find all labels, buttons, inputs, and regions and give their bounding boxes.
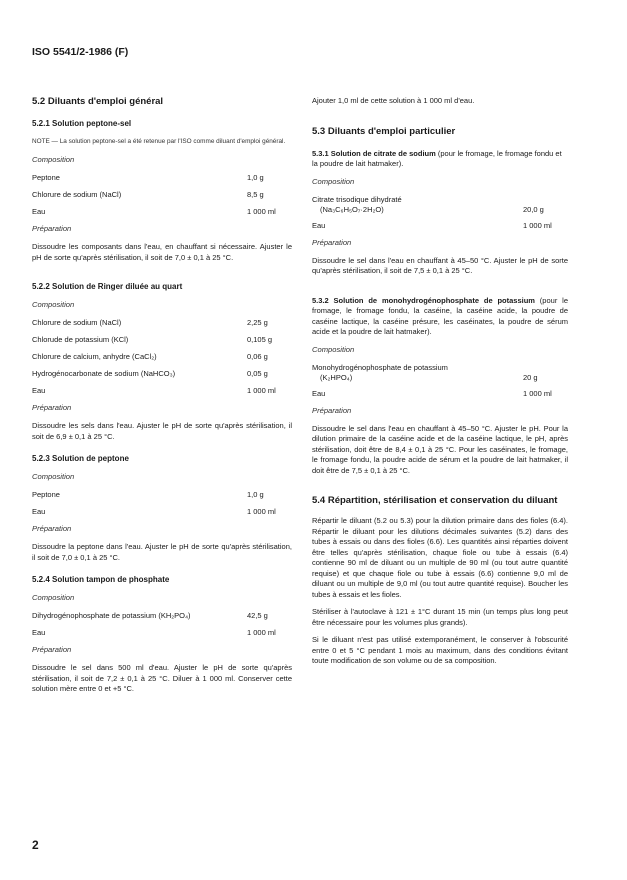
ingredient-name: Dihydrogénophosphate de potassium (KH₂PO₄)	[32, 611, 191, 620]
paragraph: Si le diluant n'est pas utilisé extemporanément, le conserver à l'obscurité entre 0 et 5 °C pendant 1 mois au maximum, dans des conditions évitant toute modification de son volume ou de sa composition.	[312, 635, 568, 665]
preparation-text: Dissoudre le sel dans l'eau en chauffant à 45–50 °C. Ajuster le pH de sorte qu'après stérilisation, il soit de 7,5 ± 0,1 à 25 °C.	[312, 255, 568, 275]
ingredient-formula: (Na₃C₆H₅O₇·2H₂O)	[320, 204, 384, 214]
composition-label: Composition	[32, 472, 75, 481]
paragraph: Stériliser à l'autoclave à 121 ± 1°C durant 15 min (un temps plus long peut être nécessaire pour les volumes plus grands).	[312, 607, 568, 627]
ingredient-name	[312, 195, 523, 215]
composition-row	[312, 221, 568, 231]
ingredient-value: 1,0 g	[247, 490, 264, 499]
section-5-3-2-title: 5.3.2 Solution de monohydrogénophosphate de potassium	[312, 295, 535, 305]
composition-row	[32, 335, 292, 345]
ingredient-value: 1 000 ml	[247, 386, 276, 395]
ingredient-name-line: Citrate trisodique dihydraté	[312, 194, 402, 204]
composition-row	[32, 173, 292, 183]
ingredient-value: 0,105 g	[247, 335, 273, 344]
ingredient-name: Chlorude de potassium (KCl)	[32, 335, 129, 344]
composition-row	[32, 507, 292, 517]
ingredient-name: Eau	[32, 507, 46, 516]
continuation-text: Ajouter 1,0 ml de cette solution à 1 000 ml d'eau.	[312, 96, 475, 105]
ingredient-name: Peptone	[32, 490, 60, 499]
preparation-text: Dissoudre le sel dans l'eau en chauffant à 45–50 °C. Ajuster le pH. Pour la dilution primaire de la caséine acide et de la caséine lactique, le pH, après stérilisation, doit être de 8,4 ± 0,1 à 25 °C. Pour les caséinates, le fromage, le fromage fondu, la poudre acide de sérum et la poudre de lait hatmaker, il doit être de 7,5 ± 0,1 à 25 °C.	[312, 423, 568, 475]
ingredient-name	[312, 363, 523, 383]
composition-label: Composition	[32, 300, 75, 309]
composition-label: Composition	[32, 593, 75, 602]
ingredient-value: 42,5 g	[247, 611, 268, 620]
ingredient-value: 2,25 g	[247, 318, 268, 327]
ingredient-name: Eau	[32, 207, 46, 216]
section-5-2-title: 5.2 Diluants d'emploi général	[32, 96, 164, 107]
composition-label: Composition	[312, 344, 355, 354]
document-header: ISO 5541/2-1986 (F)	[32, 46, 129, 58]
ingredient-value: 0,05 g	[247, 369, 268, 378]
composition-row	[32, 386, 292, 396]
ingredient-name: Chlorure de sodium (NaCl)	[32, 318, 122, 327]
ingredient-value: 8,5 g	[247, 190, 264, 199]
composition-row	[312, 389, 568, 399]
preparation-text: Dissoudre les composants dans l'eau, en chauffant si nécessaire. Ajuster le pH de sorte qu'après stérilisation, il soit de 7,0 ± 0,1 à 25 °C.	[32, 242, 292, 262]
section-5-3-2-heading	[312, 296, 568, 338]
ingredient-name: Eau	[32, 628, 46, 637]
preparation-label: Préparation	[32, 224, 72, 233]
preparation-label: Préparation	[312, 405, 352, 415]
ingredient-value: 1 000 ml	[523, 388, 552, 398]
ingredient-value: 1 000 ml	[523, 220, 552, 230]
preparation-label: Préparation	[312, 237, 352, 247]
composition-row	[32, 369, 292, 379]
right-column	[312, 96, 568, 667]
ingredient-value: 20,0 g	[523, 204, 544, 214]
section-5-3-1-title: 5.3.1 Solution de citrate de sodium	[312, 148, 436, 158]
section-5-3-1-scope: (pour le fromage, le fromage fondu et la poudre de lait hatmaker).	[312, 148, 562, 168]
ingredient-value: 20 g	[523, 372, 538, 382]
ingredient-name: Eau	[32, 386, 46, 395]
ingredient-value: 1 000 ml	[247, 507, 276, 516]
preparation-label: Préparation	[32, 645, 72, 654]
ingredient-value: 0,06 g	[247, 352, 268, 361]
page-number: 2	[32, 838, 39, 852]
preparation-text: Dissoudre le sel dans 500 ml d'eau. Ajuster le pH de sorte qu'après stérilisation, il soit de 7,2 ± 0,1 à 25 °C. Diluer à 1 000 ml. Conserver cette solution mère entre 0 et +5 °C.	[32, 663, 292, 693]
preparation-label: Préparation	[32, 403, 72, 412]
ingredient-value: 1 000 ml	[247, 628, 276, 637]
left-column	[32, 96, 292, 695]
section-5-3-1-heading	[312, 149, 568, 170]
paragraph: Répartir le diluant (5.2 ou 5.3) pour la dilution primaire dans des fioles (6.4). Répartir le diluant pour les dilutions décimales suivantes (5.2) dans des tubes à essais ou dans des fioles (6.6). Les quantités ainsi réparties doivent être telles qu'après stérilisation, chaque fiole ou tube à essais (6.4) contienne 90 ml de diluant ou un multiple de 90 ml (ou tout autre quantité requise) et que chaque fiole ou tube à essais (6.6) contienne 9,0 ml de diluant ou un multiple de 9,0 ml (ou tout autre quantité requise). Boucher les tubes à essais et les fioles.	[312, 516, 568, 599]
ingredient-name-line: Monohydrogénophosphate de potassium	[312, 362, 448, 372]
section-5-2-4-title: 5.2.4 Solution tampon de phosphate	[32, 575, 170, 584]
composition-row	[32, 628, 292, 638]
section-5-3-title: 5.3 Diluants d'emploi particulier	[312, 125, 456, 137]
composition-row	[32, 318, 292, 328]
composition-row	[32, 352, 292, 362]
composition-label: Composition	[312, 176, 355, 186]
composition-row	[32, 207, 292, 217]
composition-row	[32, 190, 292, 200]
ingredient-value: 1 000 ml	[247, 207, 276, 216]
preparation-text: Dissoudre les sels dans l'eau. Ajuster le pH de sorte qu'après stérilisation, il soit de 6,9 ± 0,1 à 25 °C.	[32, 421, 292, 441]
ingredient-name: Eau	[312, 388, 326, 398]
note: NOTE — La solution peptone-sel a été retenue par l'ISO comme diluant d'emploi général.	[32, 138, 286, 145]
composition-row	[32, 611, 292, 621]
ingredient-name: Eau	[312, 220, 326, 230]
ingredient-value: 1,0 g	[247, 173, 264, 182]
ingredient-name: Chlorure de sodium (NaCl)	[32, 190, 122, 199]
section-5-3-2-scope: (pour le fromage, le fromage fondu, la caséine, la caséine acide, la poudre de caséine lactique, la caséine présure, les caséinates, la poudre de sérum acide et la poudre de lait hatmaker).	[312, 295, 568, 336]
section-5-4-title: 5.4 Répartition, stérilisation et conservation du diluant	[312, 495, 558, 506]
ingredient-name: Chlorure de calcium, anhydre (CaCl₂)	[32, 352, 157, 361]
composition-row	[312, 363, 568, 383]
ingredient-name: Peptone	[32, 173, 60, 182]
section-5-2-2-title: 5.2.2 Solution de Ringer diluée au quart	[32, 282, 183, 291]
ingredient-name: Hydrogénocarbonate de sodium (NaHCO₃)	[32, 369, 176, 378]
preparation-text: Dissoudre la peptone dans l'eau. Ajuster le pH de sorte qu'après stérilisation, il soit de 7,0 ± 0,1 à 25 °C.	[32, 542, 292, 562]
section-5-2-1-title: 5.2.1 Solution peptone-sel	[32, 119, 132, 128]
ingredient-formula: (K₂HPO₄)	[320, 372, 353, 382]
composition-row	[312, 195, 568, 215]
composition-label: Composition	[32, 155, 75, 164]
section-5-2-3-title: 5.2.3 Solution de peptone	[32, 454, 129, 463]
composition-row	[32, 490, 292, 500]
preparation-label: Préparation	[32, 524, 72, 533]
